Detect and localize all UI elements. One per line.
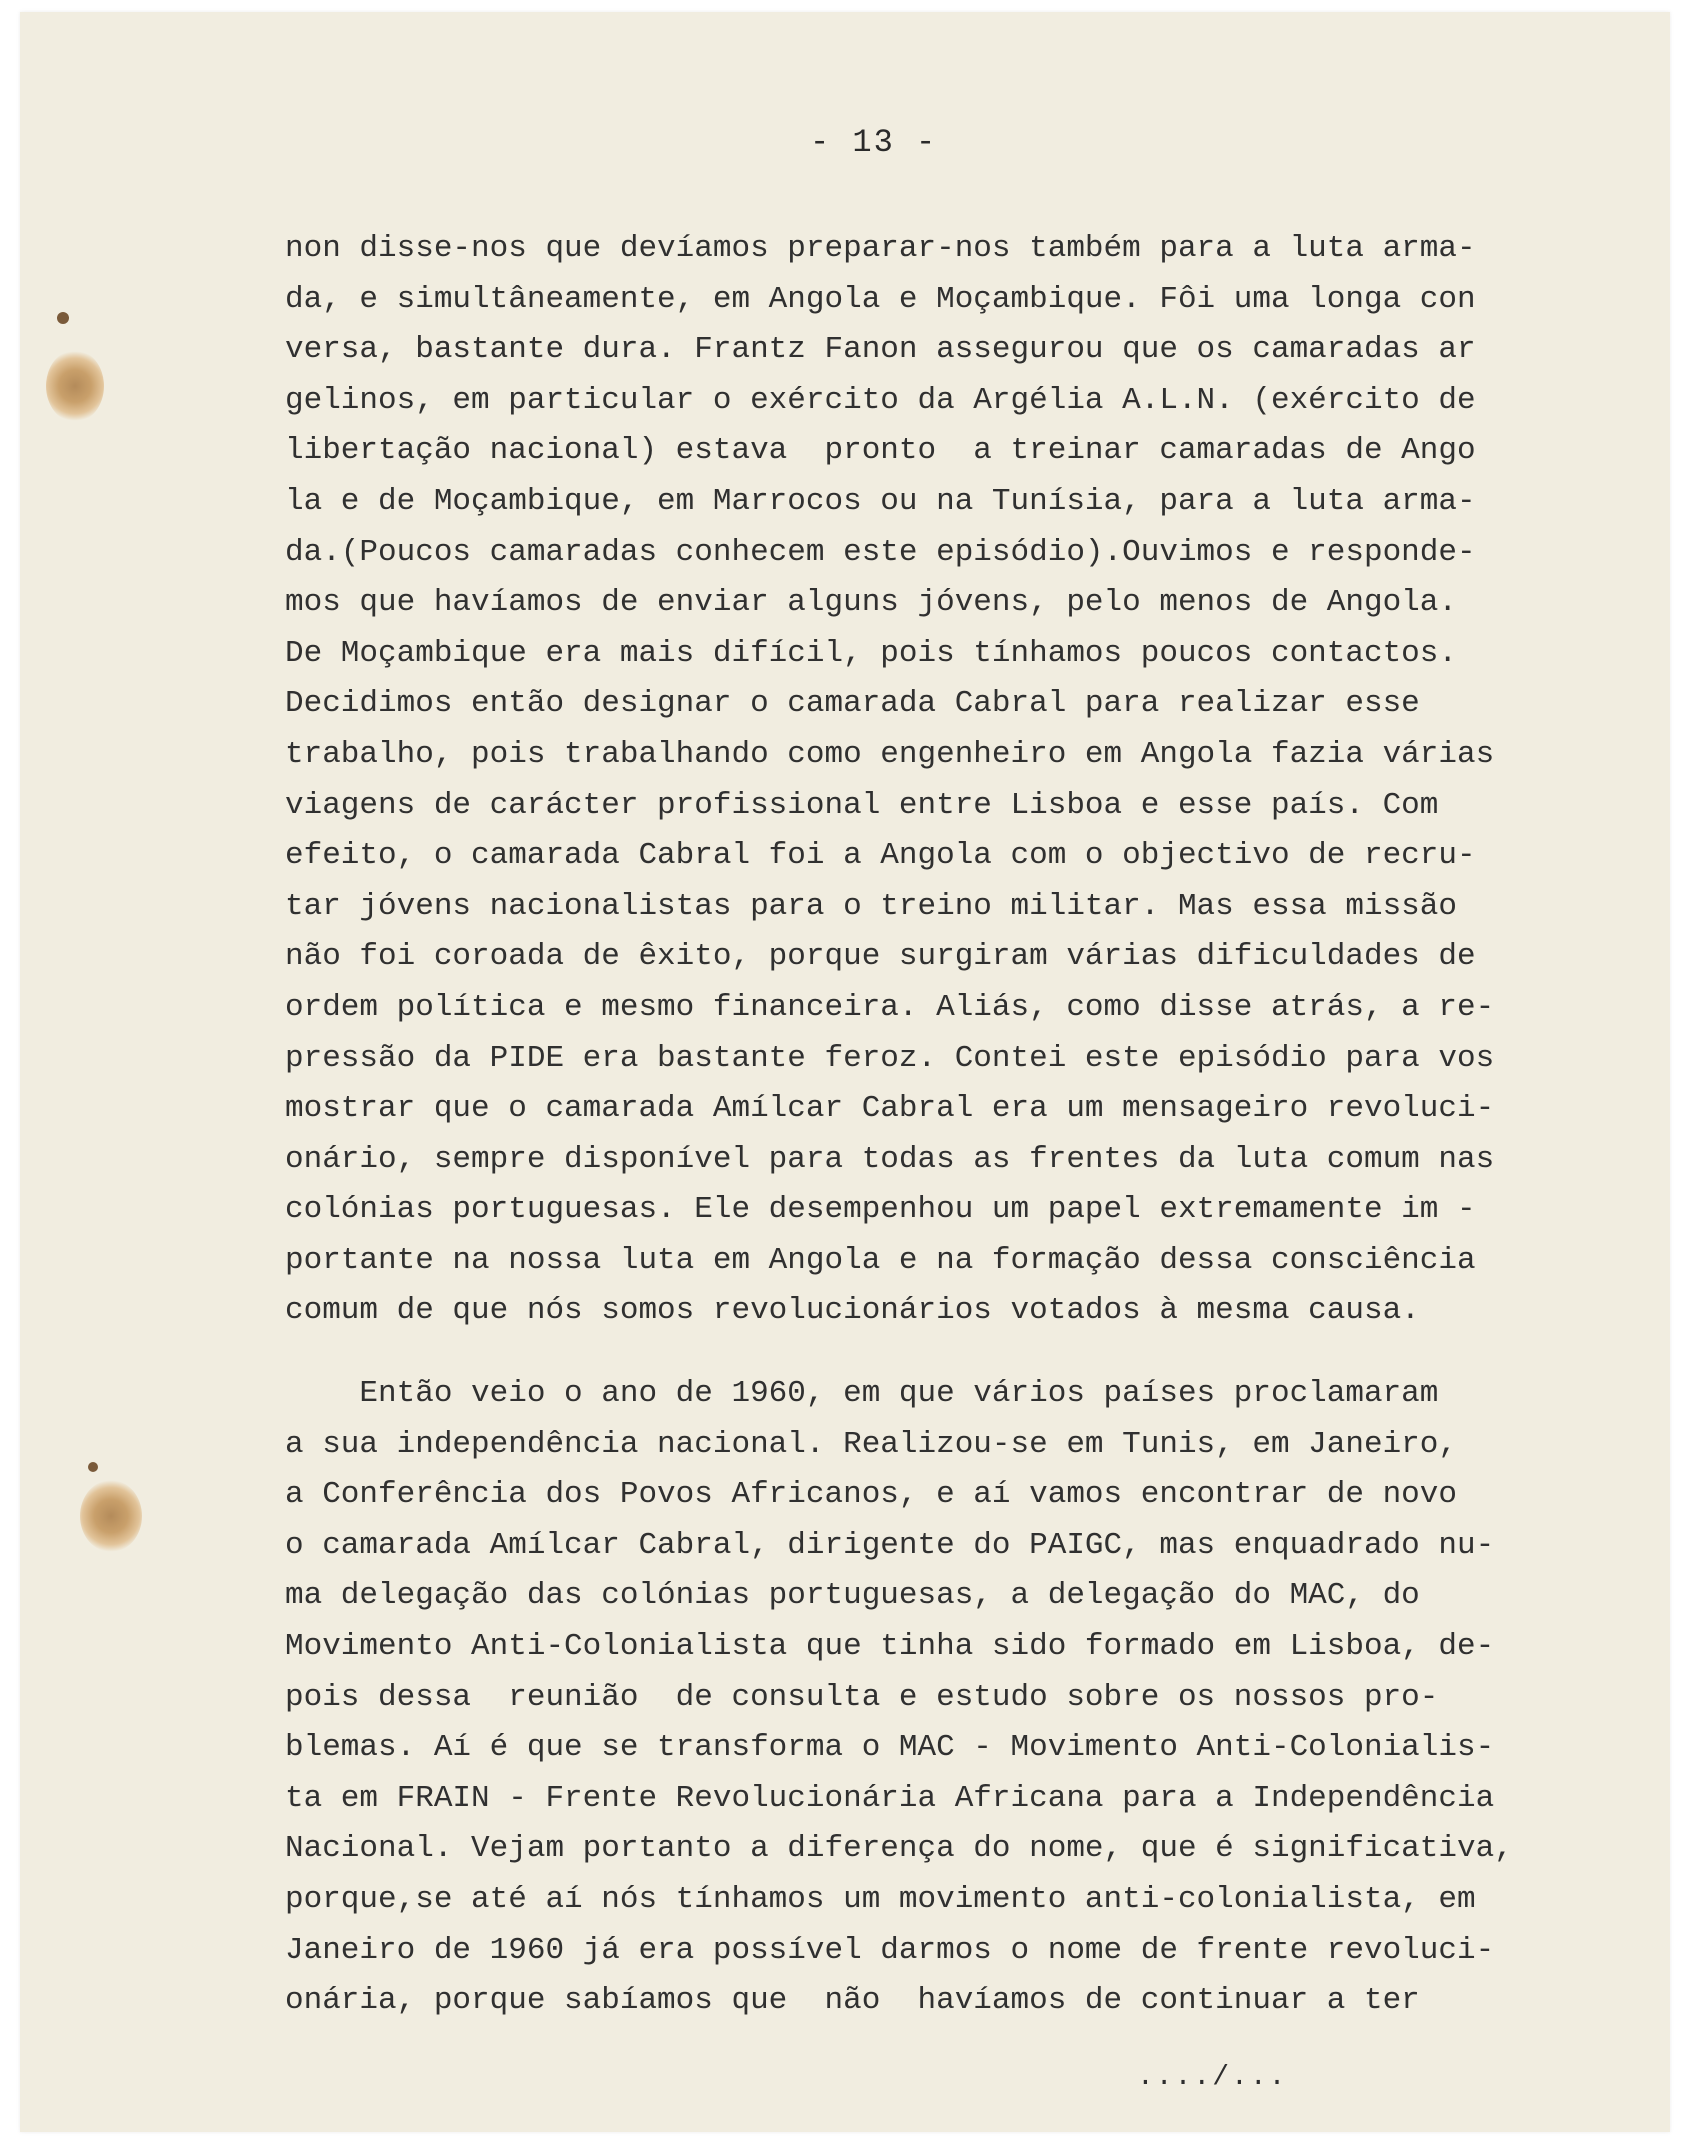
document-page bbox=[20, 12, 1670, 2132]
punch-hole-stain-top bbox=[46, 350, 104, 422]
document-body bbox=[285, 224, 1635, 2027]
text-line: libertação nacional) estava pronto a treinar camaradas de Ango bbox=[285, 433, 1476, 469]
text-line: mostrar que o camarada Amílcar Cabral era um mensageiro revoluci- bbox=[285, 1091, 1495, 1127]
paragraph-gap bbox=[285, 1337, 1635, 1369]
text-line: pressão da PIDE era bastante feroz. Contei este episódio para vos bbox=[285, 1040, 1495, 1076]
text-line: onária, porque sabíamos que não havíamos de continuar a ter bbox=[285, 1983, 1420, 2019]
text-line: porque,se até aí nós tínhamos um movimento anti-colonialista, em bbox=[285, 1882, 1476, 1917]
text-line: efeito, o camarada Cabral foi a Angola com o objectivo de recru- bbox=[285, 838, 1476, 874]
punch-hole-dot-top bbox=[57, 312, 69, 324]
text-line: Movimento Anti-Colonialista que tinha sido formado em Lisboa, de- bbox=[285, 1629, 1495, 1665]
punch-hole-stain-bottom bbox=[80, 1480, 142, 1552]
text-line: viagens de carácter profissional entre Lisboa e esse país. Com bbox=[285, 787, 1439, 823]
text-line: da, e simultâneamente, em Angola e Moçambique. Fôi uma longa con bbox=[285, 281, 1476, 317]
text-line: tar jóvens nacionalistas para o treino militar. Mas essa missão bbox=[285, 888, 1457, 924]
text-line: De Moçambique era mais difícil, pois tínhamos poucos contactos. bbox=[285, 635, 1457, 671]
text-line: Então veio o ano de 1960, em que vários países proclamaram bbox=[285, 1376, 1439, 1412]
text-line: trabalho, pois trabalhando como engenheiro em Angola fazia várias bbox=[285, 736, 1495, 772]
text-line: comum de que nós somos revolucionários votados à mesma causa. bbox=[285, 1293, 1420, 1329]
paragraph-1 bbox=[285, 224, 1635, 1337]
text-line: versa, bastante dura. Frantz Fanon assegurou que os camaradas ar bbox=[285, 332, 1476, 368]
text-line: Nacional. Vejam portanto a diferença do nome, que é significativa, bbox=[285, 1831, 1513, 1867]
text-line: gelinos, em particular o exército da Argélia A.L.N. (exército de bbox=[285, 382, 1476, 418]
text-line: non disse-nos que devíamos preparar-nos também para a luta arma- bbox=[285, 231, 1476, 266]
text-line: onário, sempre disponível para todas as frentes da luta comum nas bbox=[285, 1141, 1495, 1177]
text-line: portante na nossa luta em Angola e na formação dessa consciência bbox=[285, 1242, 1476, 1278]
text-line: ta em FRAIN - Frente Revolucionária Africana para a Independência bbox=[285, 1780, 1495, 1816]
paragraph-2 bbox=[285, 1369, 1635, 2027]
text-line: mos que havíamos de enviar alguns jóvens, pelo menos de Angola. bbox=[285, 585, 1457, 621]
text-line: Decidimos então designar o camarada Cabral para realizar esse bbox=[285, 686, 1420, 722]
text-line: ma delegação das colónias portuguesas, a delegação do MAC, do bbox=[285, 1578, 1420, 1614]
punch-hole-dot-bottom bbox=[88, 1462, 98, 1472]
text-line: a sua independência nacional. Realizou-se em Tunis, em Janeiro, bbox=[285, 1426, 1457, 1462]
text-line: colónias portuguesas. Ele desempenhou um papel extremamente im - bbox=[285, 1192, 1476, 1228]
text-line: pois dessa reunião de consulta e estudo sobre os nossos pro- bbox=[285, 1679, 1439, 1715]
text-line: o camarada Amílcar Cabral, dirigente do PAIGC, mas enquadrado nu- bbox=[285, 1527, 1495, 1563]
text-line: a Conferência dos Povos Africanos, e aí vamos encontrar de novo bbox=[285, 1477, 1457, 1513]
text-line: não foi coroada de êxito, porque surgiram várias dificuldades de bbox=[285, 939, 1476, 975]
continuation-mark: ..../... bbox=[1137, 2062, 1288, 2093]
page-number: - 13 - bbox=[810, 124, 938, 161]
text-line: da.(Poucos camaradas conhecem este episódio).Ouvimos e responde- bbox=[285, 534, 1476, 570]
text-line: blemas. Aí é que se transforma o MAC - Movimento Anti-Colonialis- bbox=[285, 1730, 1495, 1766]
text-line: ordem política e mesmo financeira. Aliás, como disse atrás, a re- bbox=[285, 989, 1495, 1025]
text-line: la e de Moçambique, em Marrocos ou na Tunísia, para a luta arma- bbox=[285, 483, 1476, 519]
text-line: Janeiro de 1960 já era possível darmos o nome de frente revoluci- bbox=[285, 1932, 1495, 1968]
